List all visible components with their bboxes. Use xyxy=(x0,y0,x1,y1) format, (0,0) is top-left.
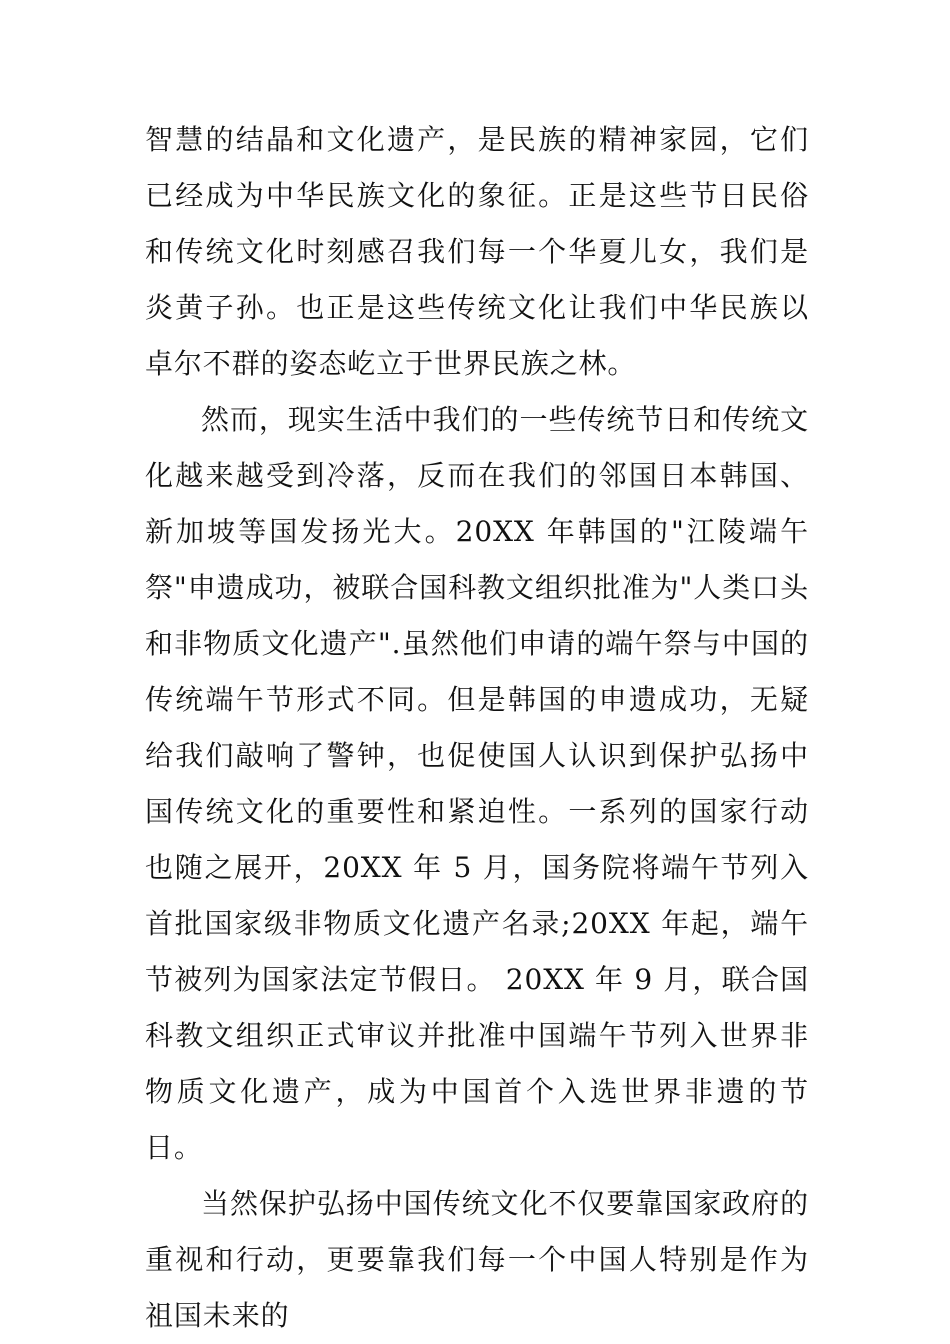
paragraph-1: 智慧的结晶和文化遗产，是民族的精神家园，它们已经成为中华民族文化的象征。正是这些节日民俗和传统文化时刻感召我们每一个华夏儿女，我们是炎黄子孙。也正是这些传统文化让我们中华民族以卓尔不群的姿态屹立于世界民族之林。 xyxy=(145,123,809,380)
document-body xyxy=(145,112,809,1344)
paragraph-2: 然而，现实生活中我们的一些传统节日和传统文化越来越受到冷落，反而在我们的邻国日本韩国、新加坡等国发扬光大。20XX 年韩国的"江陵端午祭"申遗成功，被联合国科教文组织批准为"人类口头和非物质文化遗产".虽然他们申请的端午祭与中国的传统端午节形式不同。但是韩国的申遗成功，无疑给我们敲响了警钟，也促使国人认识到保护弘扬中国传统文化的重要性和紧迫性。一系列的国家行动也随之展开，20XX 年 5 月，国务院将端午节列入首批国家级非物质文化遗产名录;20XX 年起，端午节被列为国家法定节假日。 20XX 年 9 月，联合国科教文组织正式审议并批准中国端午节列入世界非物质文化遗产，成为中国首个入选世界非遗的节日。 xyxy=(145,403,809,1164)
paragraph-3: 当然保护弘扬中国传统文化不仅要靠国家政府的重视和行动，更要靠我们每一个中国人特别是作为祖国未来的 xyxy=(145,1187,809,1332)
